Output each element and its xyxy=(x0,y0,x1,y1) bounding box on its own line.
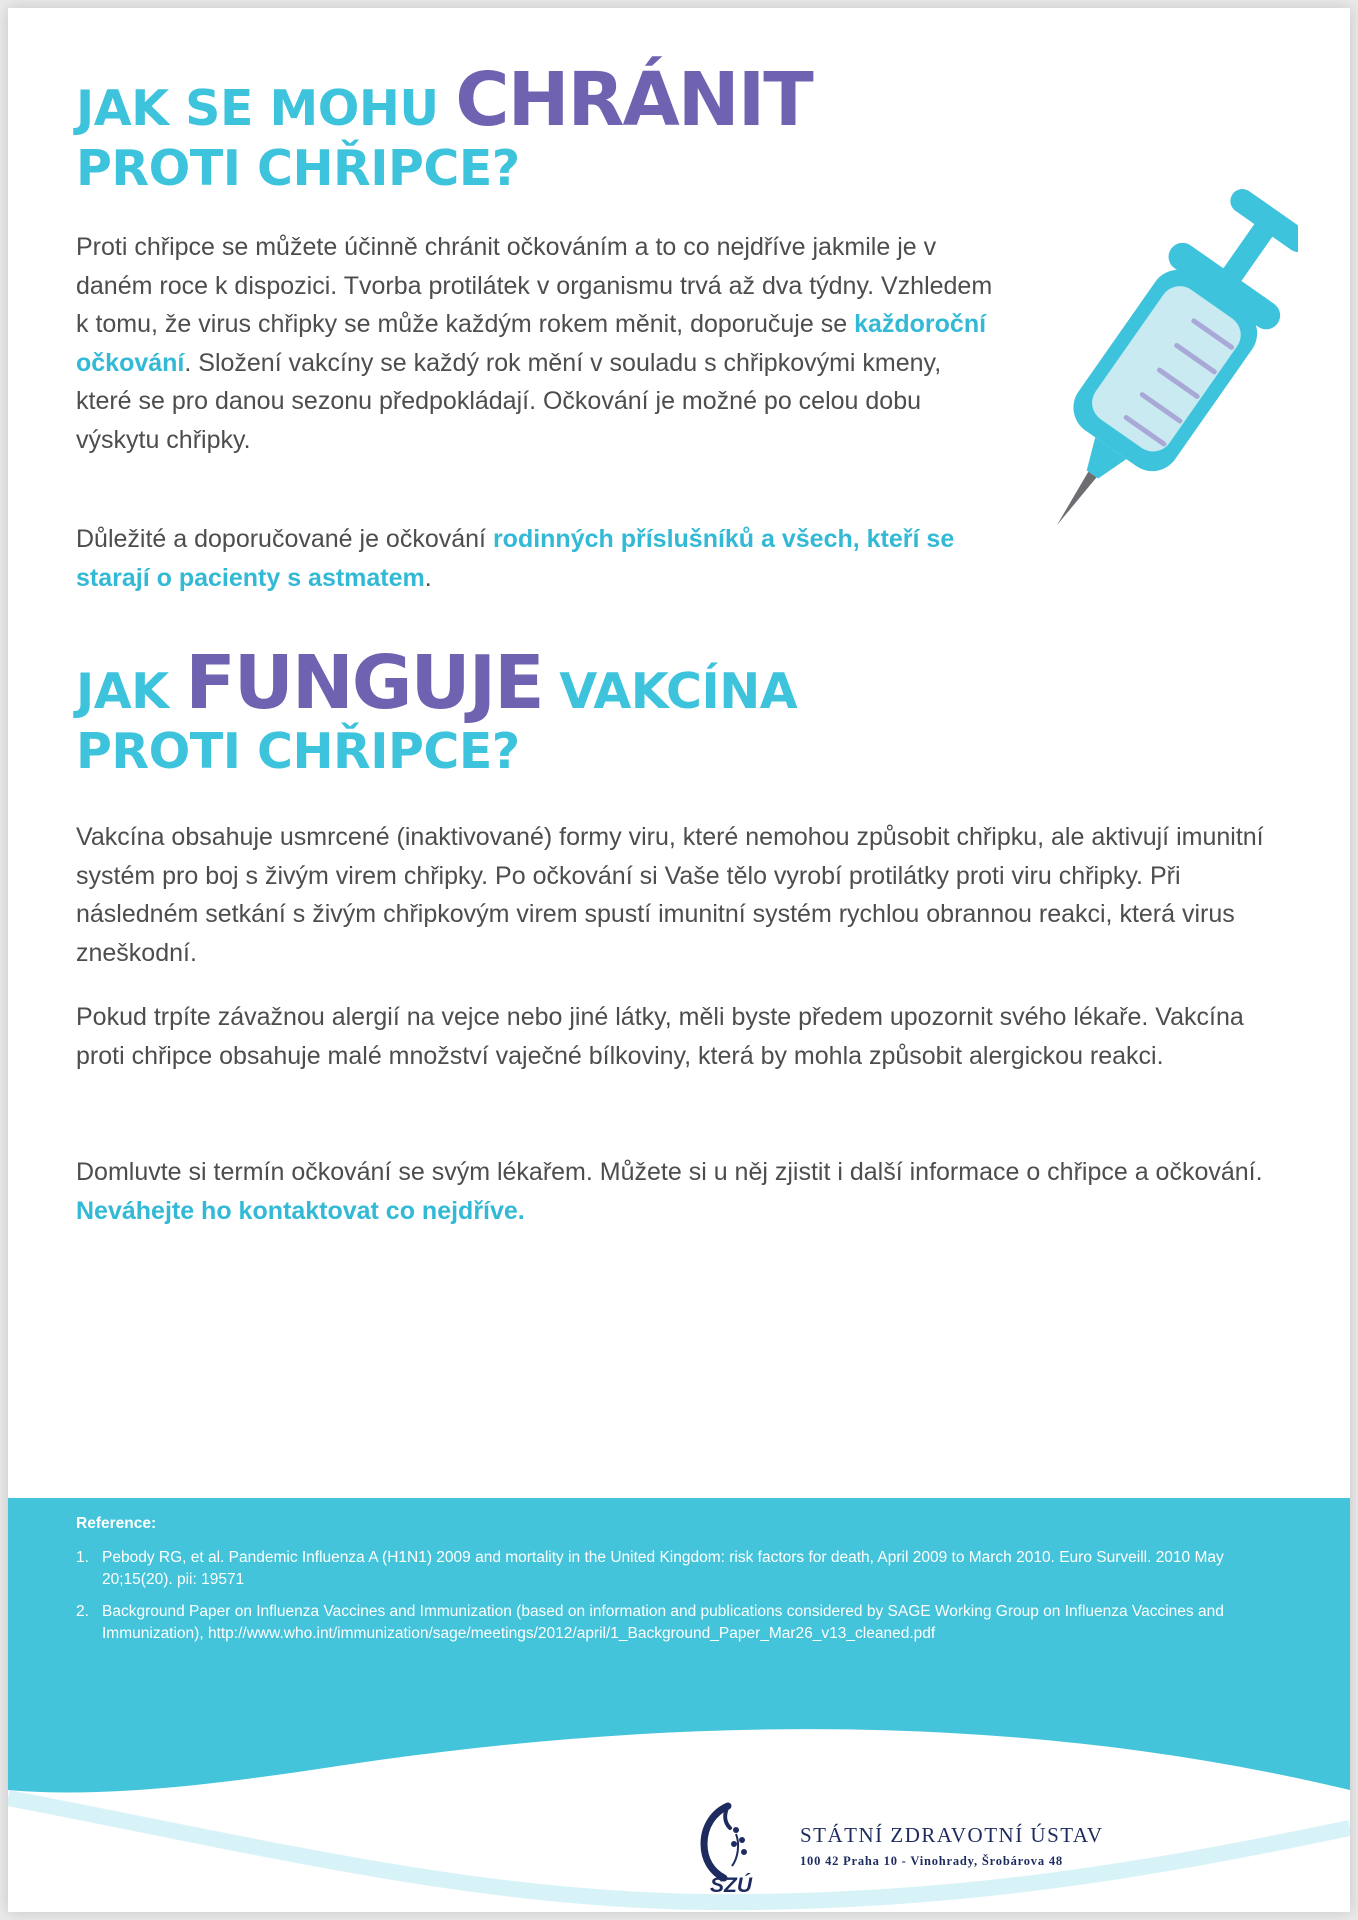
reference-text: Background Paper on Influenza Vaccines and Immunization (based on information and publications considered by SAGE Working Group on Influenza Vaccines and Immunization), http://www.who.int/immunization/sage/meetings/2012/april/1_Background_Paper_Mar26_v13_cleaned.pdf xyxy=(102,1603,1224,1642)
references-list xyxy=(76,1547,1276,1645)
szu-logo-icon xyxy=(684,1800,774,1896)
paragraph-appointment xyxy=(76,1153,1276,1230)
document-page xyxy=(8,8,1350,1912)
heading-protect-line2: PROTI CHŘIPCE? xyxy=(76,140,520,197)
logo-text: SZÚ xyxy=(710,1874,752,1896)
heading-protect-big: CHRÁNIT xyxy=(455,57,812,143)
references-title: Reference: xyxy=(76,1515,157,1532)
reference-number: 2. xyxy=(76,1603,89,1620)
highlight-family-members: rodinných příslušníků a všech, kteří se starají o pacienty s astmatem xyxy=(76,525,955,592)
paragraph-family-text: Důležité a doporučované je očkování xyxy=(76,525,493,553)
reference-text: Pebody RG, et al. Pandemic Influenza A (H1N1) 2009 and mortality in the United Kingdom: risk factors for death, April 2009 to March 2010. Euro Surveill. 2010 May 20;15(20). pii: 19571 xyxy=(102,1549,1224,1588)
reference-item xyxy=(76,1547,1276,1591)
highlight-annual-vaccination: každoroční očkování xyxy=(76,310,987,377)
paragraph-vaccination-text-end: . Složení vakcíny se každý rok mění v souladu s chřipkovými kmeny, které se pro danou sezonu předpokládají. Očkování je možné po celou dobu výskytu chřipky. xyxy=(76,348,942,454)
syringe-icon xyxy=(1036,168,1298,568)
heading-protect xyxy=(76,57,812,199)
heading-protect-line1 xyxy=(76,57,812,143)
heading-how-post: VAKCÍNA xyxy=(542,663,798,720)
paragraph-family xyxy=(76,520,996,597)
paragraph-allergy: Pokud trpíte závažnou alergií na vejce nebo jiné látky, měli byste předem upozornit svého lékaře. Vakcína proti chřipce obsahuje malé množství vaječné bílkoviny, která by mohla způsobit alergickou reakci. xyxy=(76,1003,1244,1070)
organization-address: 100 42 Praha 10 - Vinohrady, Šrobárova 48 xyxy=(800,1854,1063,1868)
heading-how-line1 xyxy=(76,640,798,726)
organization-name: STÁTNÍ ZDRAVOTNÍ ÚSTAV xyxy=(800,1823,1104,1847)
heading-protect-pre: JAK SE MOHU xyxy=(76,80,456,137)
organization xyxy=(800,1822,1104,1869)
paragraph-vaccination xyxy=(76,228,996,459)
paragraph-vaccine-content: Vakcína obsahuje usmrcené (inaktivované) formy viru, které nemohou způsobit chřipku, ale aktivují imunitní systém pro boj s živým virem chřipky. Po očkování si Vaše tělo vyrobí protilátky proti viru chřipky. Při následném setkání s živým chřipkovým virem spustí imunitní systém rychlou obrannou reakci, která virus zneškodní. xyxy=(76,823,1264,967)
paragraph-family-text-end: . xyxy=(424,563,432,592)
paragraph-appointment-text: Domluvte si termín očkování se svým lékařem. Můžete si u něj zjistit i další informace o chřipce a očkování. xyxy=(76,1158,1263,1186)
reference-number: 1. xyxy=(76,1549,89,1566)
paragraph-vaccination-text: Proti chřipce se můžete účinně chránit očkováním a to co nejdříve jakmile je v daném roce k dispozici. Tvorba protilátek v organismu trvá až dva týdny. Vzhledem k tomu, že virus chřipky se může každým rokem měnit, doporučuje se xyxy=(76,233,993,338)
references xyxy=(76,1513,1276,1655)
reference-item xyxy=(76,1601,1276,1645)
heading-how-big: FUNGUJE xyxy=(185,640,543,726)
heading-how-vaccine-works xyxy=(76,640,798,782)
heading-how-pre: JAK xyxy=(76,663,186,720)
highlight-contact-doctor: Neváhejte ho kontaktovat co nejdříve. xyxy=(76,1196,525,1225)
heading-how-line2: PROTI CHŘIPCE? xyxy=(76,723,520,780)
